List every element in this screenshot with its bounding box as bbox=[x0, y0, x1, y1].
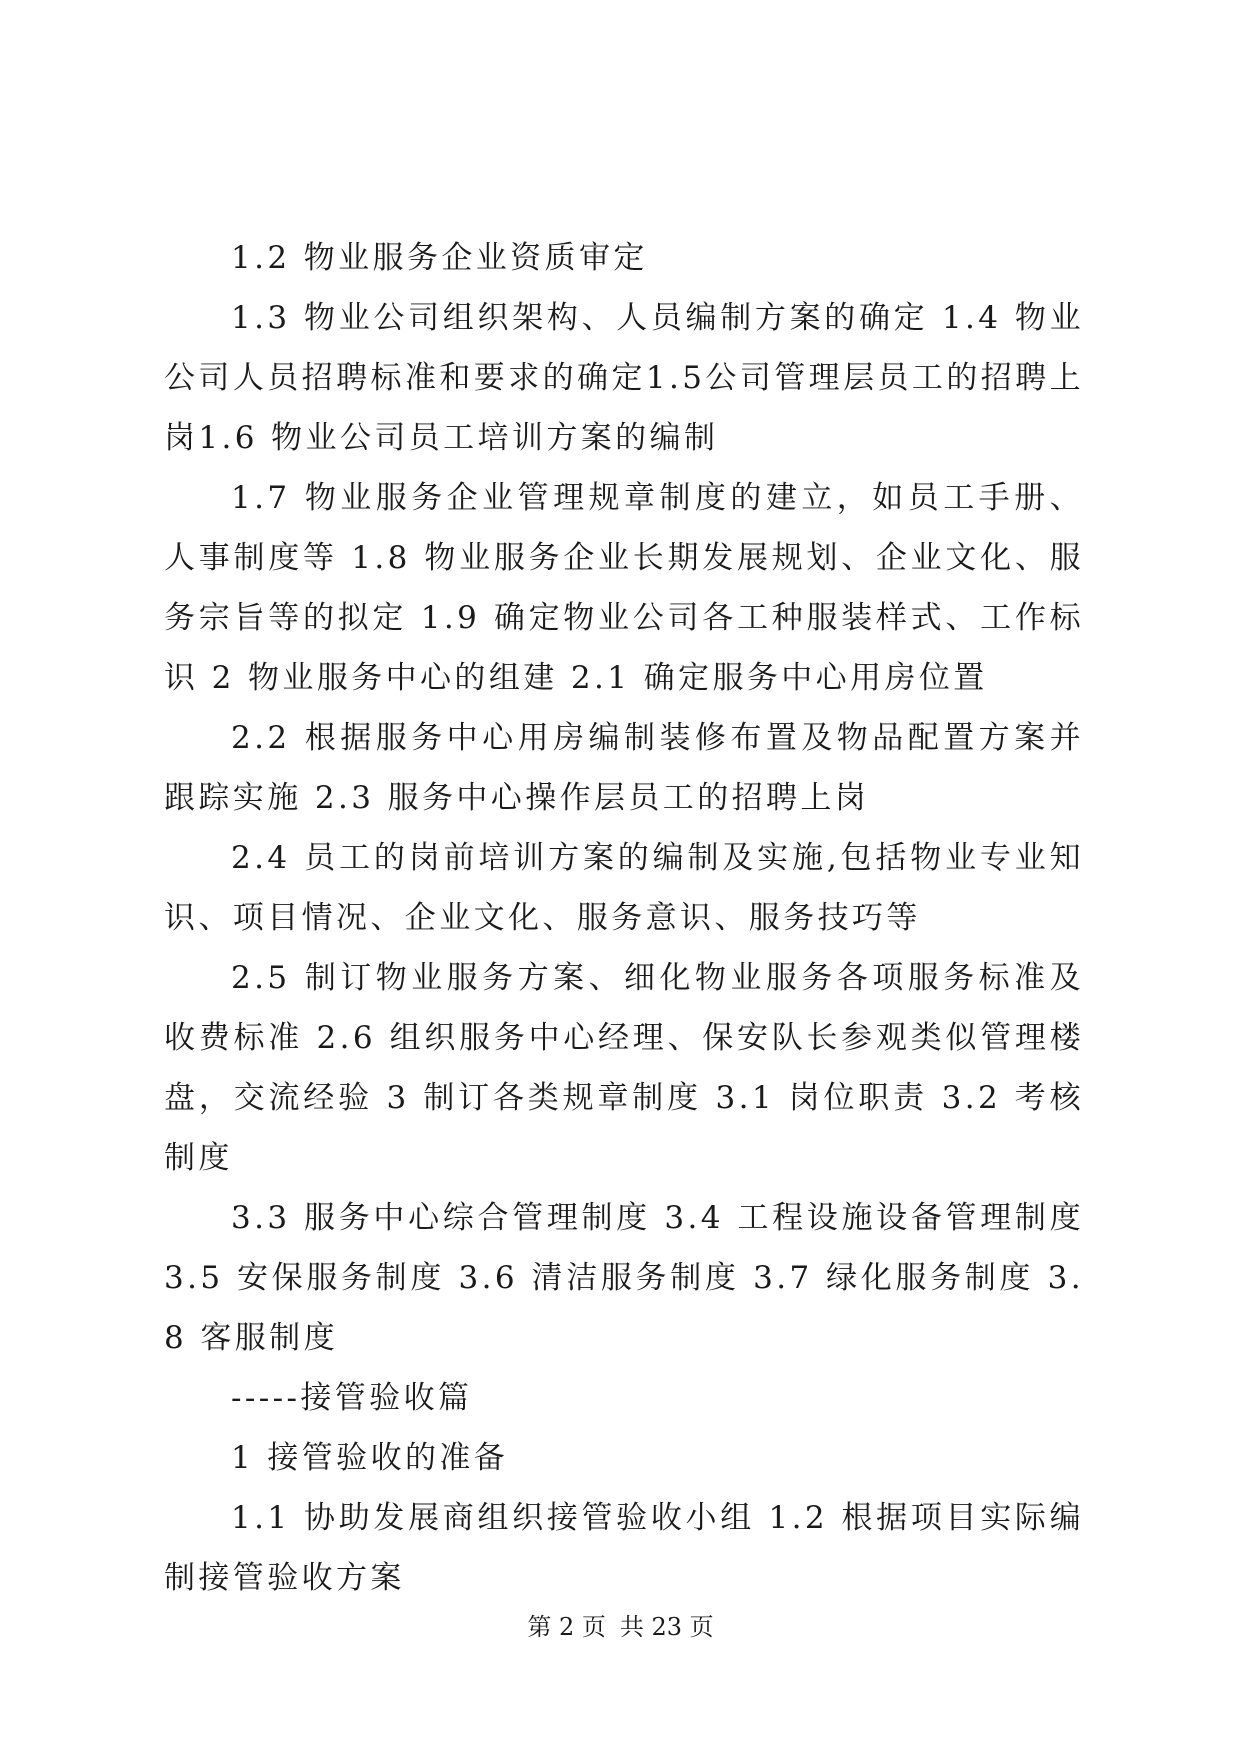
section-heading-acceptance: -----接管验收篇 bbox=[231, 1380, 473, 1416]
paragraph-organization: 1.3 物业公司组织架构、人员编制方案的确定 1.4 物业公司人员招聘标准和要求的确定1.5公司管理层员工的招聘上岗1.6 物业公司员工培训方案的编制 bbox=[164, 300, 1084, 456]
paragraph-acceptance-team: 1.1 协助发展商组织接管验收小组 1.2 根据项目实际编制接管验收方案 bbox=[164, 1500, 1084, 1596]
paragraph-acceptance-prep: 1 接管验收的准备 bbox=[231, 1440, 509, 1476]
page-total: 共 23 页 bbox=[619, 1613, 714, 1641]
paragraph-training: 2.4 员工的岗前培训方案的编制及实施,包括物业专业知识、项目情况、企业文化、服务意识、服务技巧等 bbox=[164, 840, 1084, 936]
document-body bbox=[164, 228, 1084, 1608]
paragraph-qualification: 1.2 物业服务企业资质审定 bbox=[231, 240, 648, 276]
page-footer bbox=[0, 1612, 1241, 1642]
paragraph-regulations: 1.7 物业服务企业管理规章制度的建立，如员工手册、人事制度等 1.8 物业服务企业长期发展规划、企业文化、服务宗旨等的拟定 1.9 确定物业公司各工种服装样式、工作标识 2 物业服务中心的组建 2.1 确定服务中心用房位置 bbox=[164, 480, 1084, 696]
paragraph-renovation: 2.2 根据服务中心用房编制装修布置及物品配置方案并跟踪实施 2.3 服务中心操作层员工的招聘上岗 bbox=[164, 720, 1084, 816]
page-number: 第 2 页 bbox=[527, 1613, 606, 1641]
paragraph-service-plan: 2.5 制订物业服务方案、细化物业服务各项服务标准及收费标准 2.6 组织服务中心经理、保安队长参观类似管理楼盘，交流经验 3 制订各类规章制度 3.1 岗位职责 3.2 考核制度 bbox=[164, 960, 1084, 1176]
paragraph-management-systems: 3.3 服务中心综合管理制度 3.4 工程设施设备管理制度 3.5 安保服务制度 3.6 清洁服务制度 3.7 绿化服务制度 3.8 客服制度 bbox=[164, 1200, 1084, 1356]
